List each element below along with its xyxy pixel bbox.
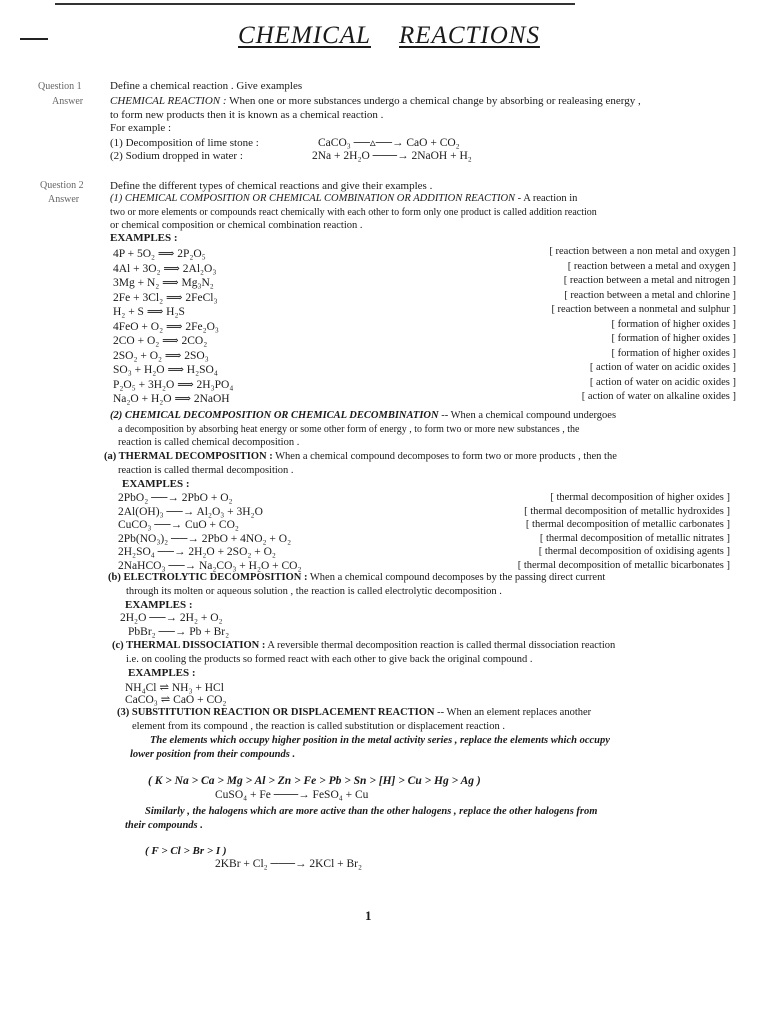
dissociation-line-2: i.e. on cooling the products so formed react with each other to give back the original compound . <box>126 654 533 665</box>
halogen-equation: 2KBr + Cl₂ ───→ 2KCl + Br₂ <box>215 858 363 870</box>
electrolytic-example-1: 2H₂O ──→ 2H₂ + O₂ <box>120 612 223 624</box>
q1-definition-line-2: to form new products then it is known as a chemical reaction . <box>110 109 384 121</box>
composition-line-2: two or more elements or compounds react chemically with each other to form only one product is called addition reaction <box>110 207 597 218</box>
q1-label: Question 1 <box>38 81 82 92</box>
composition-example-note: [ formation of higher oxides ] <box>611 347 736 359</box>
composition-example-equation: 4FeO + O₂ ⟹ 2Fe₂O₃ <box>113 320 219 333</box>
substitution-line-1 <box>117 707 591 718</box>
q1-example-1-label: (1) Decomposition of lime stone : <box>110 137 259 149</box>
activity-series: ( K > Na > Ca > Mg > Al > Zn > Fe > Pb > Sn > [H] > Cu > Hg > Ag ) <box>148 775 481 787</box>
electrolytic-heading: (b) ELECTROLYTIC DECOMPOSITION : <box>108 572 308 583</box>
thermal-text-1: When a chemical compound decomposes to form two or more products , then the <box>272 451 617 462</box>
thermal-example-equation: CuCO₃ ──→ CuO + CO₂ <box>118 519 239 532</box>
thermal-line-1 <box>104 451 617 462</box>
thermal-heading: (a) THERMAL DECOMPOSITION : <box>104 451 273 462</box>
margin-dash <box>20 38 48 40</box>
thermal-example-note: [ thermal decomposition of metallic nitrates ] <box>539 532 730 544</box>
thermal-example-note: [ thermal decomposition of higher oxides ] <box>550 492 730 503</box>
thermal-example-note: [ thermal decomposition of metallic bicarbonates ] <box>517 560 730 571</box>
q1-question: Define a chemical reaction . Give examples <box>110 80 303 92</box>
title-word-2: REACTIONS <box>399 22 540 49</box>
composition-examples-label: EXAMPLES : <box>110 232 178 244</box>
composition-heading: (1) CHEMICAL COMPOSITION OR CHEMICAL COMBINATION OR ADDITION REACTION <box>110 193 516 204</box>
dissociation-heading: (c) THERMAL DISSOCIATION : <box>112 640 266 651</box>
composition-example-equation: 4P + 5O₂ ⟹ 2P₂O₅ <box>113 248 206 260</box>
decomposition-heading: (2) CHEMICAL DECOMPOSITION OR CHEMICAL DECOMBINATION <box>110 410 439 421</box>
composition-example-note: [ action of water on alkaline oxides ] <box>581 391 736 402</box>
electrolytic-line-2: through its molten or aqueous solution , the reaction is called electrolytic decomposition . <box>126 586 502 597</box>
composition-example-equation: Na₂O + H₂O ⟹ 2NaOH <box>113 393 230 405</box>
q1-definition-text-1: When one or more substances undergo a chemical change by absorbing or realeasing energy , <box>229 95 641 107</box>
composition-example-note: [ reaction between a non metal and oxygen ] <box>549 246 736 257</box>
thermal-example-equation: 2Pb(NO₃)₂ ──→ 2PbO + 4NO₂ + O₂ <box>118 532 292 545</box>
composition-example-note: [ action of water on acidic oxides ] <box>589 362 736 373</box>
dissociation-example-2: CaCO₃ ⇌ CaO + CO₂ <box>125 694 227 706</box>
thermal-line-2: reaction is called thermal decomposition . <box>118 465 294 476</box>
composition-example-equation: 2CO + O₂ ⟹ 2CO₂ <box>113 335 208 347</box>
decomposition-line-2: a decomposition by absorbing heat energy or some other form of energy , to form two or more new substances , the <box>118 424 580 435</box>
q2-answer-label: Answer <box>48 194 80 205</box>
composition-example-note: [ action of water on acidic oxides ] <box>589 376 736 388</box>
substitution-rule-1: The elements which occupy higher position in the metal activity series , replace the elements which occupy <box>150 735 610 746</box>
composition-example-equation: SO₃ + H₂O ⟹ H₂SO₄ <box>113 364 218 376</box>
q1-definition-head: CHEMICAL REACTION : <box>110 95 227 107</box>
halogen-rule-2: their compounds . <box>125 820 203 831</box>
thermal-example-equation: 2H₂SO₄ ──→ 2H₂O + 2SO₂ + O₂ <box>118 546 276 559</box>
composition-example-note: [ formation of higher oxides ] <box>611 333 736 344</box>
composition-example-note: [ reaction between a nonmetal and sulphur ] <box>551 304 736 315</box>
q1-example-2-label: (2) Sodium dropped in water : <box>110 150 243 162</box>
dissociation-line-1 <box>112 640 615 651</box>
q2-label: Question 2 <box>40 180 84 191</box>
thermal-examples-label: EXAMPLES : <box>122 478 190 490</box>
composition-line-1 <box>110 193 577 204</box>
dissociation-examples-label: EXAMPLES : <box>128 667 196 679</box>
halogen-rule-1: Similarly , the halogens which are more active than the other halogens , replace the other halogens from <box>145 806 598 817</box>
electrolytic-text-1: When a chemical compound decomposes by the passing direct current <box>307 572 606 583</box>
q1-for-example: For example : <box>110 122 172 134</box>
composition-example-equation: P₂O₅ + 3H₂O ⟹ 2H₃PO₄ <box>113 378 234 391</box>
thermal-example-equation: 2PbO₂ ──→ 2PbO + O₂ <box>118 492 233 504</box>
composition-example-equation: 3Mg + N₂ ⟹ Mg₃N₂ <box>113 277 214 289</box>
thermal-example-note: [ thermal decomposition of metallic hydroxides ] <box>524 505 730 517</box>
thermal-example-equation: 2Al(OH)₃ ──→ Al₂O₃ + 3H₂O <box>118 505 263 518</box>
dissociation-example-1: NH₄Cl ⇌ NH₃ + HCl <box>125 682 224 694</box>
electrolytic-examples-label: EXAMPLES : <box>125 599 193 611</box>
q2-question: Define the different types of chemical reactions and give their examples . <box>110 180 433 192</box>
title-word-1: CHEMICAL <box>238 22 371 49</box>
decomposition-line-1 <box>110 410 616 421</box>
composition-text-1: - A reaction in <box>515 193 578 204</box>
q1-answer-label: Answer <box>52 96 84 107</box>
dissociation-text-1: A reversible thermal decomposition reaction is called thermal dissociation reaction <box>265 640 616 651</box>
substitution-heading: (3) SUBSTITUTION REACTION OR DISPLACEMENT REACTION <box>117 707 435 718</box>
decomposition-text-1: -- When a chemical compound undergoes <box>438 410 617 421</box>
substitution-equation: CuSO₄ + Fe ───→ FeSO₄ + Cu <box>215 789 369 801</box>
composition-example-note: [ reaction between a metal and oxygen ] <box>567 260 736 272</box>
substitution-rule-2: lower position from their compounds . <box>130 749 296 760</box>
composition-example-equation: H₂ + S ⟹ H₂S <box>113 306 185 318</box>
thermal-example-note: [ thermal decomposition of oxidising agents ] <box>538 546 730 558</box>
thermal-example-note: [ thermal decomposition of metallic carbonates ] <box>525 519 730 531</box>
composition-example-equation: 2Fe + 3Cl₂ ⟹ 2FeCl₃ <box>113 291 218 304</box>
page-number: 1 <box>365 908 372 923</box>
q1-example-2-equation: 2Na + 2H₂O ───→ 2NaOH + H₂ <box>312 150 472 162</box>
composition-example-note: [ formation of higher oxides ] <box>611 318 736 330</box>
halogen-series: ( F > Cl > Br > I ) <box>145 845 227 857</box>
electrolytic-example-2: PbBr₂ ──→ Pb + Br₂ <box>128 626 230 638</box>
q1-example-1-equation: CaCO₃ ──▵──→ CaO + CO₂ <box>318 137 460 149</box>
composition-example-equation: 2SO₂ + O₂ ⟹ 2SO₃ <box>113 349 209 362</box>
q1-definition-line-1 <box>110 95 641 107</box>
composition-example-note: [ reaction between a metal and chlorine ] <box>564 289 736 301</box>
substitution-text-1: -- When an element replaces another <box>434 707 592 718</box>
electrolytic-line-1 <box>108 572 605 583</box>
thermal-example-equation: 2NaHCO₃ ──→ Na₂CO₃ + H₂O + CO₂ <box>118 560 302 572</box>
decomposition-line-3: reaction is called chemical decomposition . <box>118 437 300 448</box>
page-title <box>238 22 540 50</box>
top-rule <box>55 3 575 5</box>
composition-line-3: or chemical composition or chemical combination reaction . <box>110 220 363 231</box>
composition-example-note: [ reaction between a metal and nitrogen ] <box>563 275 736 286</box>
substitution-line-2: element from its compound , the reaction is called substitution or displacement reaction . <box>132 721 505 732</box>
composition-example-equation: 4Al + 3O₂ ⟹ 2Al₂O₃ <box>113 262 217 275</box>
